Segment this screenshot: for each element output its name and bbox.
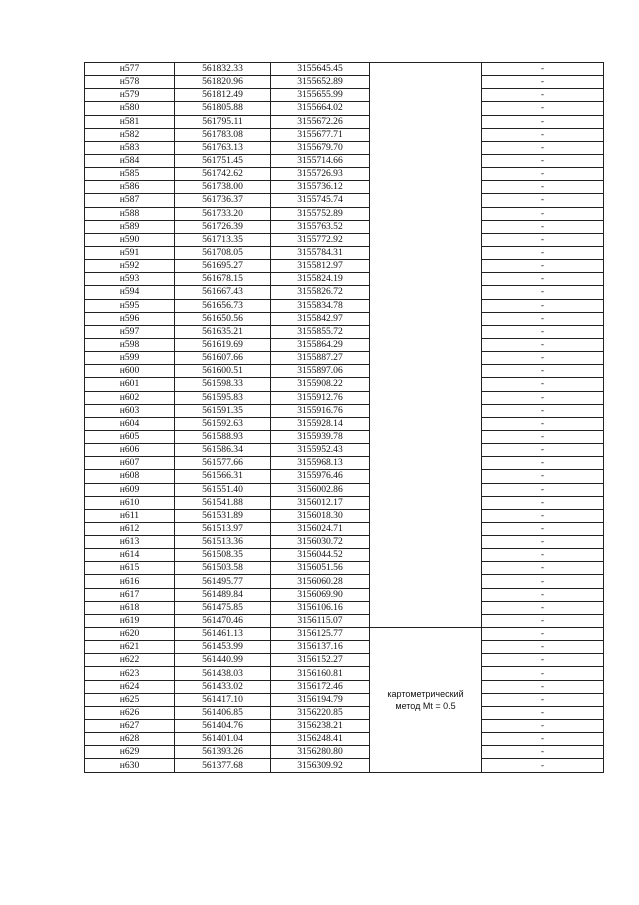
point-cell: н625 <box>85 693 175 706</box>
point-cell: н583 <box>85 141 175 154</box>
x-coordinate-cell: 561600.51 <box>175 365 271 378</box>
y-coordinate-cell: 3156172.46 <box>271 680 370 693</box>
y-coordinate-cell: 3156152.27 <box>271 654 370 667</box>
x-coordinate-cell: 561438.03 <box>175 667 271 680</box>
point-cell: н614 <box>85 549 175 562</box>
x-coordinate-cell: 561736.37 <box>175 194 271 207</box>
y-coordinate-cell: 3155664.02 <box>271 102 370 115</box>
note-cell: - <box>482 522 604 535</box>
coordinates-table <box>84 62 604 773</box>
point-cell: н604 <box>85 417 175 430</box>
table-row <box>85 207 604 220</box>
note-cell: - <box>482 391 604 404</box>
point-cell: н598 <box>85 338 175 351</box>
method-cell-upper <box>370 63 482 628</box>
table-row <box>85 89 604 102</box>
x-coordinate-cell: 561635.21 <box>175 325 271 338</box>
x-coordinate-cell: 561763.13 <box>175 141 271 154</box>
x-coordinate-cell: 561489.84 <box>175 588 271 601</box>
point-cell: н620 <box>85 628 175 641</box>
note-cell: - <box>482 273 604 286</box>
x-coordinate-cell: 561508.35 <box>175 549 271 562</box>
x-coordinate-cell: 561393.26 <box>175 746 271 759</box>
note-cell: - <box>482 746 604 759</box>
point-cell: н606 <box>85 444 175 457</box>
note-cell: - <box>482 733 604 746</box>
table-row <box>85 654 604 667</box>
y-coordinate-cell: 3155679.70 <box>271 141 370 154</box>
point-cell: н577 <box>85 63 175 76</box>
table-row <box>85 680 604 693</box>
y-coordinate-cell: 3156137.16 <box>271 641 370 654</box>
table-row <box>85 549 604 562</box>
table-row <box>85 536 604 549</box>
x-coordinate-cell: 561531.89 <box>175 509 271 522</box>
note-cell: - <box>482 128 604 141</box>
y-coordinate-cell: 3156060.28 <box>271 575 370 588</box>
point-cell: н605 <box>85 430 175 443</box>
table-row <box>85 693 604 706</box>
y-coordinate-cell: 3155897.06 <box>271 365 370 378</box>
point-cell: н578 <box>85 76 175 89</box>
y-coordinate-cell: 3155763.52 <box>271 220 370 233</box>
note-cell: - <box>482 76 604 89</box>
table-row <box>85 260 604 273</box>
table-row <box>85 220 604 233</box>
x-coordinate-cell: 561588.93 <box>175 430 271 443</box>
x-coordinate-cell: 561713.35 <box>175 233 271 246</box>
y-coordinate-cell: 3156106.16 <box>271 601 370 614</box>
x-coordinate-cell: 561377.68 <box>175 759 271 772</box>
x-coordinate-cell: 561607.66 <box>175 352 271 365</box>
note-cell: - <box>482 654 604 667</box>
note-cell: - <box>482 470 604 483</box>
table-row <box>85 614 604 627</box>
point-cell: н597 <box>85 325 175 338</box>
point-cell: н585 <box>85 168 175 181</box>
x-coordinate-cell: 561475.85 <box>175 601 271 614</box>
point-cell: н628 <box>85 733 175 746</box>
x-coordinate-cell: 561406.85 <box>175 706 271 719</box>
note-cell: - <box>482 536 604 549</box>
table-row <box>85 76 604 89</box>
y-coordinate-cell: 3155842.97 <box>271 312 370 325</box>
table-row <box>85 628 604 641</box>
note-cell: - <box>482 483 604 496</box>
note-cell: - <box>482 430 604 443</box>
y-coordinate-cell: 3155812.97 <box>271 260 370 273</box>
table-row <box>85 444 604 457</box>
x-coordinate-cell: 561619.69 <box>175 338 271 351</box>
y-coordinate-cell: 3156012.17 <box>271 496 370 509</box>
y-coordinate-cell: 3155908.22 <box>271 378 370 391</box>
y-coordinate-cell: 3156018.30 <box>271 509 370 522</box>
y-coordinate-cell: 3156051.56 <box>271 562 370 575</box>
table-row <box>85 115 604 128</box>
y-coordinate-cell: 3155714.66 <box>271 154 370 167</box>
note-cell: - <box>482 667 604 680</box>
table-row <box>85 483 604 496</box>
table-row <box>85 378 604 391</box>
table-row <box>85 286 604 299</box>
x-coordinate-cell: 561453.99 <box>175 641 271 654</box>
y-coordinate-cell: 3156160.81 <box>271 667 370 680</box>
point-cell: н619 <box>85 614 175 627</box>
point-cell: н629 <box>85 746 175 759</box>
table-row <box>85 417 604 430</box>
table-row <box>85 601 604 614</box>
x-coordinate-cell: 561495.77 <box>175 575 271 588</box>
y-coordinate-cell: 3156280.80 <box>271 746 370 759</box>
point-cell: н630 <box>85 759 175 772</box>
point-cell: н616 <box>85 575 175 588</box>
note-cell: - <box>482 168 604 181</box>
note-cell: - <box>482 641 604 654</box>
note-cell: - <box>482 102 604 115</box>
x-coordinate-cell: 561503.58 <box>175 562 271 575</box>
point-cell: н626 <box>85 706 175 719</box>
y-coordinate-cell: 3155952.43 <box>271 444 370 457</box>
point-cell: н594 <box>85 286 175 299</box>
x-coordinate-cell: 561678.15 <box>175 273 271 286</box>
table-row <box>85 194 604 207</box>
y-coordinate-cell: 3155864.29 <box>271 338 370 351</box>
table-row <box>85 181 604 194</box>
note-cell: - <box>482 378 604 391</box>
x-coordinate-cell: 561592.63 <box>175 417 271 430</box>
y-coordinate-cell: 3156248.41 <box>271 733 370 746</box>
note-cell: - <box>482 89 604 102</box>
x-coordinate-cell: 561738.00 <box>175 181 271 194</box>
y-coordinate-cell: 3155824.19 <box>271 273 370 286</box>
note-cell: - <box>482 233 604 246</box>
y-coordinate-cell: 3156115.07 <box>271 614 370 627</box>
note-cell: - <box>482 457 604 470</box>
point-cell: н612 <box>85 522 175 535</box>
x-coordinate-cell: 561733.20 <box>175 207 271 220</box>
table-row <box>85 365 604 378</box>
x-coordinate-cell: 561708.05 <box>175 246 271 259</box>
note-cell: - <box>482 115 604 128</box>
x-coordinate-cell: 561461.13 <box>175 628 271 641</box>
point-cell: н602 <box>85 391 175 404</box>
y-coordinate-cell: 3156309.92 <box>271 759 370 772</box>
table-row <box>85 470 604 483</box>
y-coordinate-cell: 3156125.77 <box>271 628 370 641</box>
x-coordinate-cell: 561566.31 <box>175 470 271 483</box>
point-cell: н617 <box>85 588 175 601</box>
table-row <box>85 706 604 719</box>
point-cell: н595 <box>85 299 175 312</box>
y-coordinate-cell: 3156044.52 <box>271 549 370 562</box>
point-cell: н608 <box>85 470 175 483</box>
x-coordinate-cell: 561417.10 <box>175 693 271 706</box>
table-row <box>85 63 604 76</box>
point-cell: н613 <box>85 536 175 549</box>
table-row <box>85 312 604 325</box>
point-cell: н582 <box>85 128 175 141</box>
note-cell: - <box>482 614 604 627</box>
x-coordinate-cell: 561598.33 <box>175 378 271 391</box>
table-row <box>85 562 604 575</box>
y-coordinate-cell: 3155672.26 <box>271 115 370 128</box>
y-coordinate-cell: 3155726.93 <box>271 168 370 181</box>
y-coordinate-cell: 3156024.71 <box>271 522 370 535</box>
method-name: картометрический <box>387 688 464 699</box>
point-cell: н587 <box>85 194 175 207</box>
note-cell: - <box>482 325 604 338</box>
x-coordinate-cell: 561820.96 <box>175 76 271 89</box>
note-cell: - <box>482 549 604 562</box>
y-coordinate-cell: 3155652.89 <box>271 76 370 89</box>
x-coordinate-cell: 561595.83 <box>175 391 271 404</box>
note-cell: - <box>482 720 604 733</box>
coordinates-table-body <box>85 63 604 773</box>
point-cell: н596 <box>85 312 175 325</box>
note-cell: - <box>482 417 604 430</box>
y-coordinate-cell: 3155736.12 <box>271 181 370 194</box>
note-cell: - <box>482 63 604 76</box>
point-cell: н593 <box>85 273 175 286</box>
point-cell: н603 <box>85 404 175 417</box>
y-coordinate-cell: 3155745.74 <box>271 194 370 207</box>
point-cell: н624 <box>85 680 175 693</box>
note-cell: - <box>482 220 604 233</box>
point-cell: н610 <box>85 496 175 509</box>
point-cell: н591 <box>85 246 175 259</box>
y-coordinate-cell: 3155939.78 <box>271 430 370 443</box>
y-coordinate-cell: 3155968.13 <box>271 457 370 470</box>
method-accuracy: метод Mt = 0.5 <box>395 700 456 711</box>
point-cell: н609 <box>85 483 175 496</box>
x-coordinate-cell: 561586.34 <box>175 444 271 457</box>
point-cell: н579 <box>85 89 175 102</box>
y-coordinate-cell: 3155912.76 <box>271 391 370 404</box>
y-coordinate-cell: 3155887.27 <box>271 352 370 365</box>
point-cell: н586 <box>85 181 175 194</box>
note-cell: - <box>482 601 604 614</box>
note-cell: - <box>482 588 604 601</box>
table-row <box>85 575 604 588</box>
x-coordinate-cell: 561805.88 <box>175 102 271 115</box>
note-cell: - <box>482 496 604 509</box>
point-cell: н581 <box>85 115 175 128</box>
note-cell: - <box>482 207 604 220</box>
table-row <box>85 325 604 338</box>
x-coordinate-cell: 561812.49 <box>175 89 271 102</box>
x-coordinate-cell: 561440.99 <box>175 654 271 667</box>
table-row <box>85 496 604 509</box>
note-cell: - <box>482 693 604 706</box>
table-row <box>85 588 604 601</box>
y-coordinate-cell: 3155928.14 <box>271 417 370 430</box>
note-cell: - <box>482 365 604 378</box>
note-cell: - <box>482 286 604 299</box>
table-row <box>85 273 604 286</box>
method-cell-lower <box>370 628 482 773</box>
x-coordinate-cell: 561695.27 <box>175 260 271 273</box>
note-cell: - <box>482 246 604 259</box>
y-coordinate-cell: 3156030.72 <box>271 536 370 549</box>
y-coordinate-cell: 3155645.45 <box>271 63 370 76</box>
y-coordinate-cell: 3155834.78 <box>271 299 370 312</box>
table-row <box>85 102 604 115</box>
point-cell: н611 <box>85 509 175 522</box>
x-coordinate-cell: 561591.35 <box>175 404 271 417</box>
x-coordinate-cell: 561541.88 <box>175 496 271 509</box>
y-coordinate-cell: 3155752.89 <box>271 207 370 220</box>
y-coordinate-cell: 3155772.92 <box>271 233 370 246</box>
note-cell: - <box>482 562 604 575</box>
table-row <box>85 457 604 470</box>
point-cell: н600 <box>85 365 175 378</box>
x-coordinate-cell: 561470.46 <box>175 614 271 627</box>
x-coordinate-cell: 561650.56 <box>175 312 271 325</box>
y-coordinate-cell: 3156220.85 <box>271 706 370 719</box>
x-coordinate-cell: 561832.33 <box>175 63 271 76</box>
y-coordinate-cell: 3155916.76 <box>271 404 370 417</box>
y-coordinate-cell: 3155826.72 <box>271 286 370 299</box>
table-row <box>85 746 604 759</box>
point-cell: н607 <box>85 457 175 470</box>
y-coordinate-cell: 3156002.86 <box>271 483 370 496</box>
table-row <box>85 233 604 246</box>
y-coordinate-cell: 3155677.71 <box>271 128 370 141</box>
note-cell: - <box>482 680 604 693</box>
x-coordinate-cell: 561783.08 <box>175 128 271 141</box>
table-row <box>85 338 604 351</box>
x-coordinate-cell: 561404.76 <box>175 720 271 733</box>
point-cell: н599 <box>85 352 175 365</box>
table-row <box>85 509 604 522</box>
table-row <box>85 246 604 259</box>
point-cell: н588 <box>85 207 175 220</box>
point-cell: н623 <box>85 667 175 680</box>
table-row <box>85 759 604 772</box>
x-coordinate-cell: 561401.04 <box>175 733 271 746</box>
x-coordinate-cell: 561513.97 <box>175 522 271 535</box>
table-row <box>85 128 604 141</box>
note-cell: - <box>482 141 604 154</box>
table-row <box>85 391 604 404</box>
note-cell: - <box>482 338 604 351</box>
point-cell: н580 <box>85 102 175 115</box>
x-coordinate-cell: 561726.39 <box>175 220 271 233</box>
table-row <box>85 299 604 312</box>
point-cell: н592 <box>85 260 175 273</box>
y-coordinate-cell: 3156238.21 <box>271 720 370 733</box>
table-row <box>85 522 604 535</box>
note-cell: - <box>482 181 604 194</box>
note-cell: - <box>482 509 604 522</box>
point-cell: н627 <box>85 720 175 733</box>
table-row <box>85 667 604 680</box>
point-cell: н589 <box>85 220 175 233</box>
table-row <box>85 720 604 733</box>
y-coordinate-cell: 3155655.99 <box>271 89 370 102</box>
point-cell: н621 <box>85 641 175 654</box>
point-cell: н584 <box>85 154 175 167</box>
note-cell: - <box>482 154 604 167</box>
x-coordinate-cell: 561742.62 <box>175 168 271 181</box>
table-row <box>85 352 604 365</box>
note-cell: - <box>482 404 604 417</box>
x-coordinate-cell: 561433.02 <box>175 680 271 693</box>
note-cell: - <box>482 194 604 207</box>
y-coordinate-cell: 3155855.72 <box>271 325 370 338</box>
note-cell: - <box>482 444 604 457</box>
y-coordinate-cell: 3155976.46 <box>271 470 370 483</box>
note-cell: - <box>482 352 604 365</box>
table-row <box>85 141 604 154</box>
x-coordinate-cell: 561667.43 <box>175 286 271 299</box>
y-coordinate-cell: 3156069.90 <box>271 588 370 601</box>
note-cell: - <box>482 628 604 641</box>
y-coordinate-cell: 3155784.31 <box>271 246 370 259</box>
point-cell: н615 <box>85 562 175 575</box>
y-coordinate-cell: 3156194.79 <box>271 693 370 706</box>
table-row <box>85 404 604 417</box>
table-row <box>85 641 604 654</box>
point-cell: н618 <box>85 601 175 614</box>
note-cell: - <box>482 299 604 312</box>
x-coordinate-cell: 561513.36 <box>175 536 271 549</box>
point-cell: н622 <box>85 654 175 667</box>
table-row <box>85 733 604 746</box>
x-coordinate-cell: 561795.11 <box>175 115 271 128</box>
point-cell: н590 <box>85 233 175 246</box>
x-coordinate-cell: 561656.73 <box>175 299 271 312</box>
note-cell: - <box>482 260 604 273</box>
note-cell: - <box>482 759 604 772</box>
note-cell: - <box>482 706 604 719</box>
point-cell: н601 <box>85 378 175 391</box>
table-row <box>85 168 604 181</box>
x-coordinate-cell: 561551.40 <box>175 483 271 496</box>
note-cell: - <box>482 575 604 588</box>
x-coordinate-cell: 561577.66 <box>175 457 271 470</box>
note-cell: - <box>482 312 604 325</box>
table-row <box>85 154 604 167</box>
table-row <box>85 430 604 443</box>
x-coordinate-cell: 561751.45 <box>175 154 271 167</box>
